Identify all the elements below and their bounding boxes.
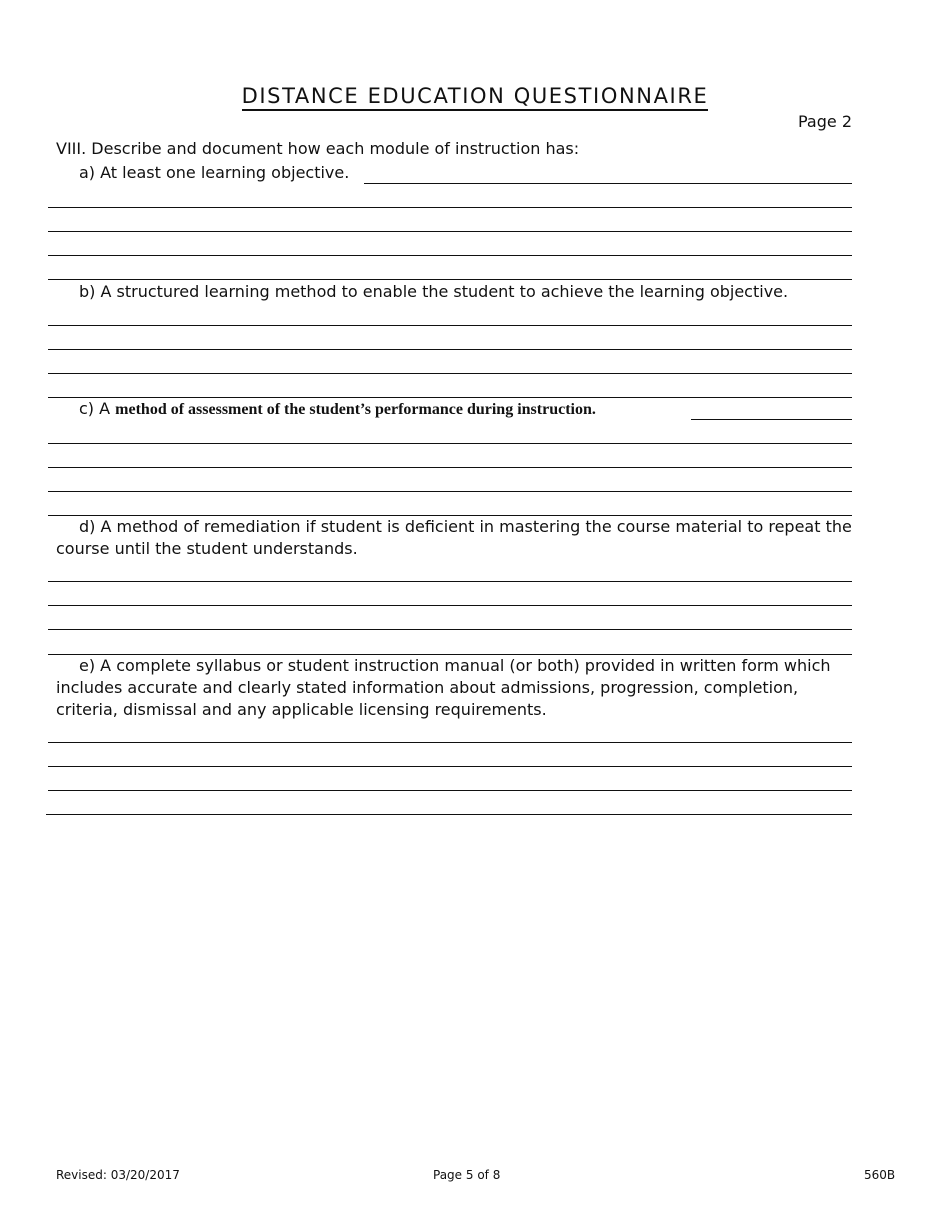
- footer-revised: Revised: 03/20/2017: [56, 1168, 180, 1182]
- document-title: DISTANCE EDUCATION QUESTIONNAIRE: [0, 84, 950, 108]
- answer-line-e[interactable]: [48, 766, 852, 767]
- answer-line-c-inline[interactable]: [691, 419, 852, 420]
- answer-line-d[interactable]: [48, 605, 852, 606]
- answer-line-b[interactable]: [48, 325, 852, 326]
- footer-form-number: 560B: [864, 1168, 896, 1182]
- item-a-label: a) At least one learning objective.: [79, 163, 350, 182]
- answer-line-e[interactable]: [46, 814, 852, 815]
- footer-page-of: Page 5 of 8: [433, 1168, 501, 1182]
- page-label: Page 2: [798, 112, 852, 131]
- answer-line-b[interactable]: [48, 397, 852, 398]
- item-e-label: e) A complete syllabus or student instruction manual (or both) provided in written form which includes accurate and clearly stated information about admissions, progression, completion, criteria, dismissal and any applicable licensing requirements.: [56, 656, 831, 719]
- answer-line-d[interactable]: [48, 581, 852, 582]
- answer-line-b[interactable]: [48, 349, 852, 350]
- answer-line-e[interactable]: [48, 742, 852, 743]
- answer-line-a[interactable]: [48, 231, 852, 232]
- answer-line-a[interactable]: [48, 255, 852, 256]
- answer-line-a[interactable]: [48, 279, 852, 280]
- item-d-label: d) A method of remediation if student is deficient in mastering the course material to repeat the course until the student understands.: [56, 517, 852, 558]
- item-c-label: c) A method of assessment of the student’s performance during instruction.: [79, 399, 596, 418]
- answer-line-b[interactable]: [48, 373, 852, 374]
- answer-line-c[interactable]: [48, 491, 852, 492]
- answer-line-a[interactable]: [48, 207, 852, 208]
- item-b-label: b) A structured learning method to enable the student to achieve the learning objective.: [79, 282, 789, 301]
- answer-line-c[interactable]: [48, 467, 852, 468]
- answer-line-e[interactable]: [48, 790, 852, 791]
- section-heading: VIII. Describe and document how each module of instruction has:: [56, 139, 580, 158]
- answer-line-d[interactable]: [48, 629, 852, 630]
- answer-line-c[interactable]: [48, 443, 852, 444]
- answer-line-a-inline[interactable]: [364, 183, 852, 184]
